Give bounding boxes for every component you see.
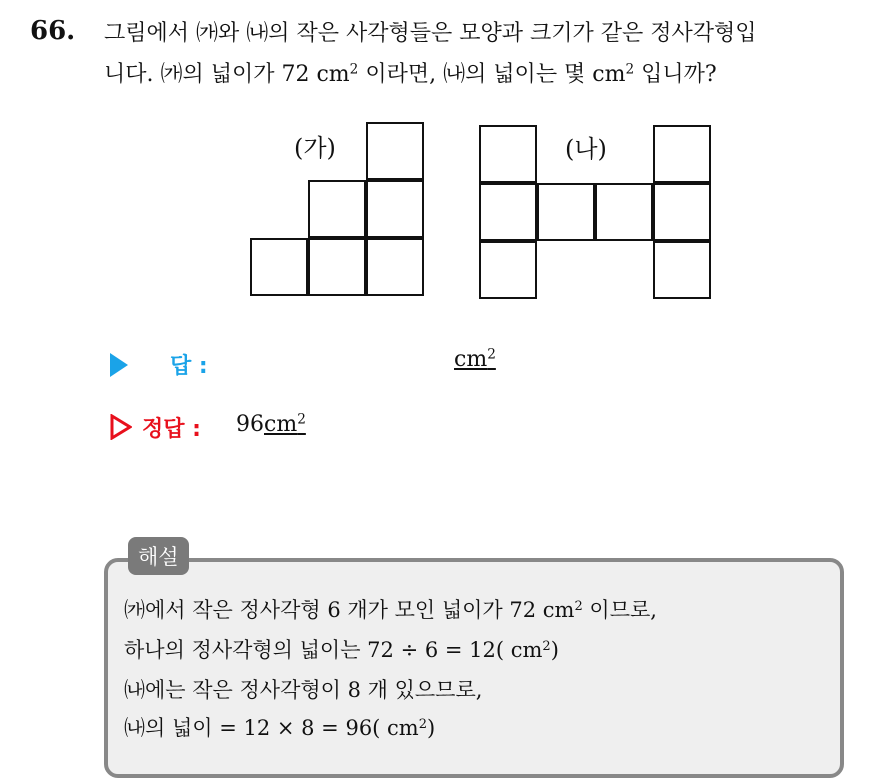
explanation-tag: 해설 xyxy=(128,537,189,575)
correct-answer-unit-text: cm xyxy=(264,412,298,437)
explanation-text: ㈏의 넓이 = 12 × 8 = 96( cm xyxy=(124,716,419,740)
question-text-part: 니다. ㈎의 넓이가 72 cm xyxy=(104,62,350,87)
square-cell xyxy=(653,183,711,241)
figure-ga-label: (가) xyxy=(294,134,336,162)
square-cell xyxy=(653,125,711,183)
question-text-part: 이라면, ㈏의 넓이는 몇 cm xyxy=(358,62,626,87)
explanation-text: ) xyxy=(550,638,559,662)
square-cell xyxy=(250,238,308,296)
explanation-text: 하나의 정사각형의 넓이는 72 ÷ 6 = 12( cm xyxy=(124,638,543,662)
figure-na xyxy=(479,125,715,305)
explanation-text: 이므로, xyxy=(582,598,657,622)
square-cell xyxy=(653,241,711,299)
explanation-line2 xyxy=(124,634,559,664)
superscript: 2 xyxy=(487,346,496,363)
square-cell xyxy=(366,238,424,296)
question-number: 66. xyxy=(30,16,76,46)
question-text-line1: 그림에서 ㈎와 ㈏의 작은 사각형들은 모양과 크기가 같은 정사각형입 xyxy=(104,21,757,46)
explanation-text: ) xyxy=(427,716,436,740)
correct-answer-unit xyxy=(264,412,306,437)
explanation-line1 xyxy=(124,594,657,624)
correct-answer-number: 96 xyxy=(236,412,264,437)
explanation-box xyxy=(104,558,844,778)
explanation-line4 xyxy=(124,712,435,742)
square-cell xyxy=(479,125,537,183)
square-cell xyxy=(366,180,424,238)
superscript: 2 xyxy=(418,716,427,732)
superscript: 2 xyxy=(542,638,551,654)
figure-ga xyxy=(250,122,430,302)
square-cell xyxy=(595,183,653,241)
superscript: 2 xyxy=(625,61,635,78)
answer-unit-text: cm xyxy=(454,347,488,372)
superscript: 2 xyxy=(574,598,583,614)
question-text-line2 xyxy=(104,57,717,88)
correct-answer-row xyxy=(110,410,410,446)
play-triangle-icon xyxy=(110,353,128,377)
square-cell xyxy=(308,180,366,238)
square-cell xyxy=(537,183,595,241)
figure-na-label: (나) xyxy=(565,135,607,163)
superscript: 2 xyxy=(297,411,306,428)
outline-triangle-icon xyxy=(110,414,132,440)
correct-answer-value xyxy=(236,412,306,437)
answer-row xyxy=(110,347,530,383)
answer-label: 답 : xyxy=(170,354,208,379)
square-cell xyxy=(479,183,537,241)
square-cell xyxy=(308,238,366,296)
explanation-text: ㈎에서 작은 정사각형 6 개가 모인 넓이가 72 cm xyxy=(124,598,575,622)
answer-unit xyxy=(454,347,496,372)
explanation-line3: ㈏에는 작은 정사각형이 8 개 있으므로, xyxy=(124,678,483,702)
correct-answer-label: 정답 : xyxy=(142,417,201,442)
square-cell xyxy=(479,241,537,299)
question-text-part: 입니까? xyxy=(634,62,717,87)
square-cell xyxy=(366,122,424,180)
superscript: 2 xyxy=(349,61,359,78)
